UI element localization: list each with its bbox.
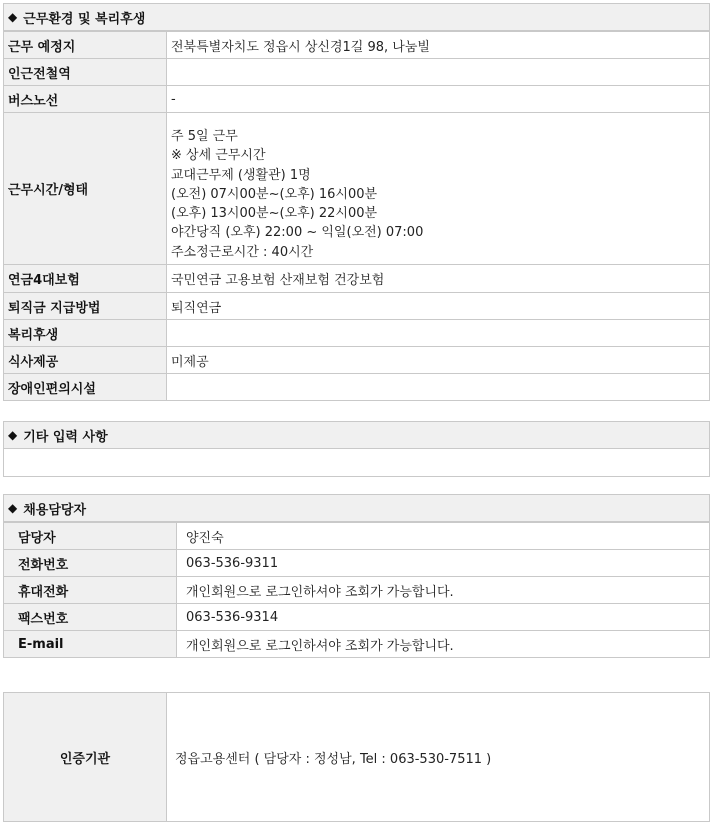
email-value: 개인회원으로 로그인하셔야 조회가 가능합니다. (177, 631, 710, 658)
table-row (4, 604, 710, 631)
work-hours-line: ※ 상세 근무시간 (171, 148, 266, 164)
other-info-content (3, 449, 710, 477)
row-label: 퇴직금 지급방법 (4, 293, 167, 320)
table-row (4, 113, 710, 265)
table-row (4, 265, 710, 293)
table-row (4, 86, 710, 113)
table-row (4, 693, 710, 822)
recruiter-table (3, 522, 710, 658)
row-label: 연금4대보험 (4, 265, 167, 293)
row-label: 근무시간/형태 (4, 113, 167, 265)
work-hours-line: 주소정근로시간 : 40시간 (171, 244, 314, 260)
table-row (4, 293, 710, 320)
work-environment-header (3, 3, 710, 31)
row-label: 휴대전화 (4, 577, 177, 604)
diamond-icon: ◆ (8, 10, 18, 24)
work-hours-line: 야간당직 (오후) 22:00 ~ 익일(오전) 07:00 (171, 225, 424, 241)
table-row (4, 59, 710, 86)
row-label: 담당자 (4, 523, 177, 550)
recruiter-header (3, 494, 710, 522)
row-label: 팩스번호 (4, 604, 177, 631)
work-hours-line: (오전) 07시00분~(오후) 16시00분 (171, 186, 378, 202)
row-label: 인근전철역 (4, 59, 167, 86)
section-title: 채용담당자 (23, 502, 87, 518)
severance-method-value: 퇴직연금 (167, 293, 710, 320)
contact-person-value: 양진숙 (177, 523, 710, 550)
other-info-section (3, 421, 710, 477)
fax-value: 063-536-9314 (177, 604, 710, 631)
nearby-station-value (167, 59, 710, 86)
certification-section (3, 692, 710, 822)
work-environment-table (3, 31, 710, 401)
certification-label: 인증기관 (4, 693, 167, 822)
bus-route-value: - (167, 86, 710, 113)
section-title: 근무환경 및 복리후생 (23, 11, 146, 27)
table-row (4, 523, 710, 550)
table-row (4, 320, 710, 347)
recruiter-section (3, 494, 710, 658)
meal-value: 미제공 (167, 347, 710, 374)
table-row (4, 374, 710, 401)
welfare-value (167, 320, 710, 347)
phone-value: 063-536-9311 (177, 550, 710, 577)
table-row (4, 631, 710, 658)
insurance-value: 국민연금 고용보험 산재보험 건강보험 (167, 265, 710, 293)
work-location-value: 전북특별자치도 정읍시 상신경1길 98, 나눔빌 (167, 32, 710, 59)
row-label: 버스노선 (4, 86, 167, 113)
other-info-header (3, 421, 710, 449)
work-hours-line: 주 5일 근무 (171, 128, 238, 144)
mobile-value: 개인회원으로 로그인하셔야 조회가 가능합니다. (177, 577, 710, 604)
work-environment-section (3, 3, 710, 401)
row-label: 식사제공 (4, 347, 167, 374)
row-label: 복리후생 (4, 320, 167, 347)
row-label: 근무 예정지 (4, 32, 167, 59)
certification-table (3, 692, 710, 822)
table-row (4, 32, 710, 59)
work-hours-line: (오후) 13시00분~(오후) 22시00분 (171, 206, 378, 222)
accessibility-value (167, 374, 710, 401)
work-hours-value (167, 113, 710, 265)
row-label: 장애인편의시설 (4, 374, 167, 401)
section-title: 기타 입력 사항 (23, 429, 108, 445)
table-row (4, 347, 710, 374)
table-row (4, 577, 710, 604)
diamond-icon: ◆ (8, 428, 18, 442)
row-label: E-mail (4, 631, 177, 658)
row-label: 전화번호 (4, 550, 177, 577)
diamond-icon: ◆ (8, 501, 18, 515)
table-row (4, 550, 710, 577)
certification-value: 정읍고용센터 ( 담당자 : 정성남, Tel : 063-530-7511 ) (167, 693, 710, 822)
work-hours-line: 교대근무제 (생활관) 1명 (171, 167, 311, 183)
